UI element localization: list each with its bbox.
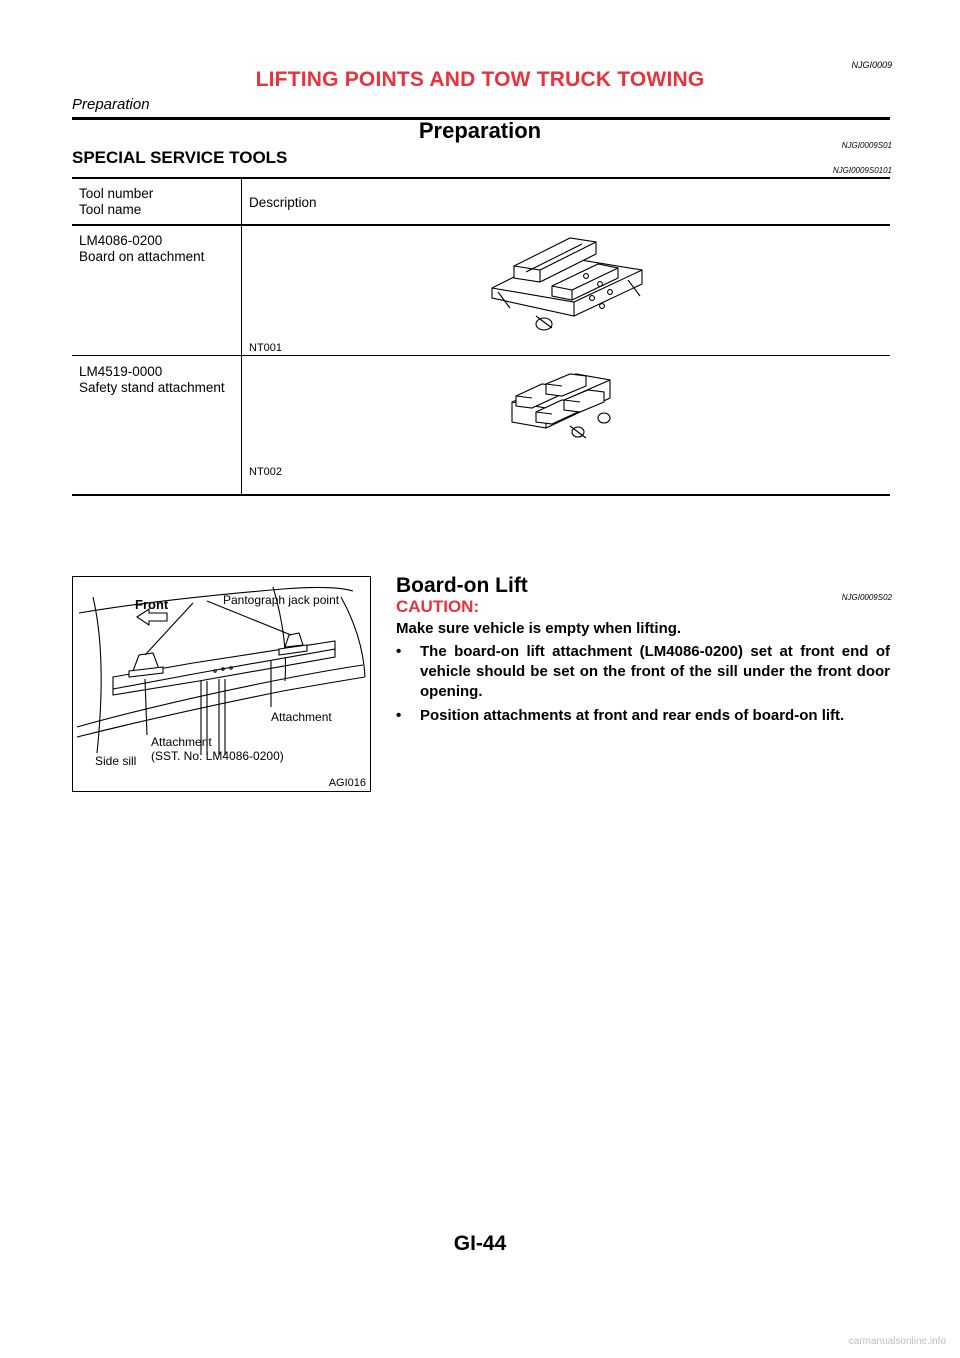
table-header-description: Description (249, 195, 317, 210)
figure-code: AGI016 (328, 777, 366, 789)
figure-code: NT002 (249, 466, 283, 478)
preparation-heading: Preparation (418, 118, 542, 143)
figure-code: NT001 (249, 342, 283, 354)
section-code: NJGI0009 (851, 60, 892, 70)
label-front: Front (135, 597, 169, 612)
bullet-mark: • (396, 643, 402, 660)
lift-points-figure (72, 576, 371, 792)
label-side-sill: Side sill (95, 754, 137, 768)
tool-number: LM4086-0200 (79, 233, 163, 248)
footer-watermark: carmanualsonline.info (848, 1336, 946, 1347)
table-header-rule (72, 224, 890, 226)
section-title: LIFTING POINTS AND TOW TRUCK TOWING (255, 68, 705, 91)
board-on-lift-code: NJGI0009S02 (841, 593, 892, 602)
page-number: GI-44 (453, 1232, 507, 1255)
table-column-divider (241, 179, 242, 496)
bullet-text: The board-on lift attachment (LM4086-0200) set at front end of vehicle should be set on the front of the sill under the front door opening. (420, 643, 890, 700)
tool-name: Safety stand attachment (79, 380, 225, 395)
tool-number: LM4519-0000 (79, 364, 163, 379)
bullet-text: Position attachments at front and rear ends of board-on lift. (420, 707, 845, 724)
tool-name: Board on attachment (79, 249, 205, 264)
board-on-lift-heading: Board-on Lift (396, 574, 528, 597)
label-attachment: Attachment (271, 710, 332, 724)
table-header-tool-number: Tool number (79, 186, 154, 201)
label-sst-number: (SST. No. LM4086-0200) (151, 749, 284, 763)
table-bottom-rule (72, 494, 890, 496)
caution-label: CAUTION: (396, 597, 480, 616)
table-row-divider (72, 355, 890, 356)
sst-heading: SPECIAL SERVICE TOOLS (72, 148, 288, 167)
list-item (396, 642, 890, 702)
bullet-mark: • (396, 707, 402, 724)
section-subtitle: Preparation (72, 96, 150, 113)
table-top-rule (72, 177, 890, 179)
list-item (396, 706, 890, 726)
table-row (79, 233, 204, 265)
label-pantograph-jack-point: Pantograph jack point (223, 593, 340, 607)
sst-code: NJGI0009S0101 (832, 166, 892, 175)
preparation-code: NJGI0009S01 (841, 141, 892, 150)
table-header-tool (79, 186, 153, 218)
board-attachment-illustration (488, 236, 648, 339)
caution-text: Make sure vehicle is empty when lifting. (396, 620, 682, 637)
table-row (79, 364, 225, 396)
table-header-tool-name: Tool name (79, 202, 142, 217)
label-attachment-sst: Attachment (151, 735, 212, 749)
safety-stand-attachment-illustration (506, 368, 616, 453)
